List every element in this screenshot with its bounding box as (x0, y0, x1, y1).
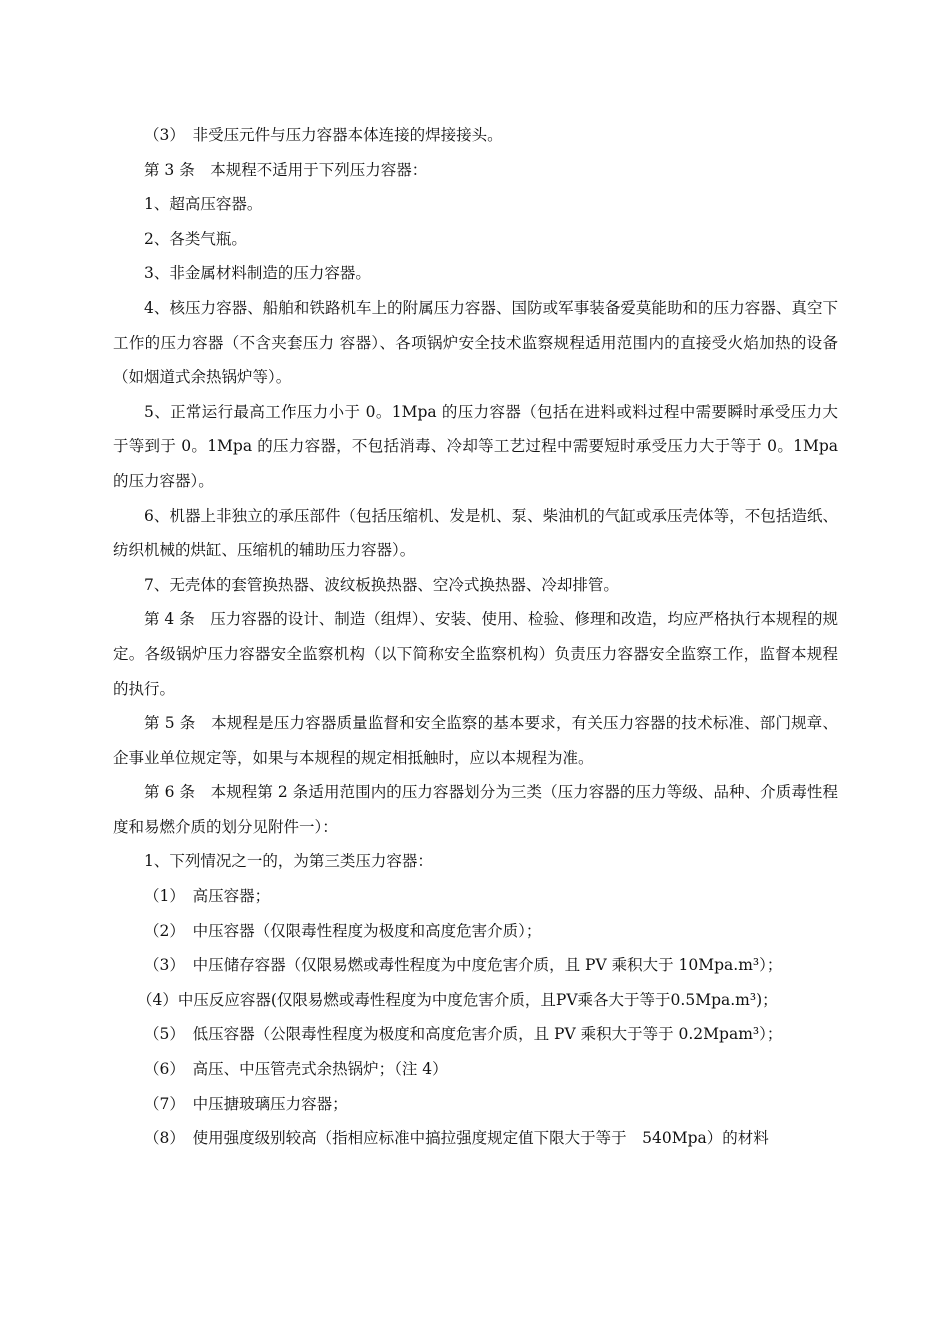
exclusion-item-6: 6、机器上非独立的承压部件（包括压缩机、发是机、泵、柴油机的气缸或承压壳体等，不包括造纸、纺织机械的烘缸、压缩机的辅助压力容器）。 (113, 506, 838, 560)
exclusion-item-3: 3、非金属材料制造的压力容器。 (144, 264, 371, 283)
article-4: 第 4 条 压力容器的设计、制造（组焊）、安装、使用、检验、修理和改造，均应严格执行本规程的规定。各级锅炉压力容器安全监察机构（以下简称安全监察机构）负责压力容器安全监察工作，监督本规程的执行。 (113, 610, 838, 698)
exclusion-item-1: 1、超高压容器。 (144, 195, 263, 214)
paragraph-item-3-weld: （3） 非受压元件与压力容器本体连接的焊接接头。 (144, 126, 503, 144)
document-body (113, 118, 838, 1156)
exclusion-item-4: 4、核压力容器、船舶和铁路机车上的附属压力容器、国防或军事装备爱莫能助和的压力容器、真空下工作的压力容器（不含夹套压力 容器）、各项锅炉安全技术监察规程适用范围内的直接受火焰加热的设备（如烟道式余热锅炉等）。 (113, 298, 838, 387)
article-3-heading: 第 3 条 本规程不适用于下列压力容器： (144, 160, 428, 179)
class-3-item-2: （2） 中压容器（仅限毒性程度为极度和高度危害介质）； (144, 921, 542, 940)
article-6: 第 6 条 本规程第 2 条适用范围内的压力容器划分为三类（压力容器的压力等级、品种、介质毒性程度和易燃介质的划分见附件一）： (113, 783, 838, 836)
exclusion-item-5: 5、正常运行最高工作压力小于 0。1Mpa 的压力容器（包括在进料或料过程中需要瞬时承受压力大于等到于 0。1Mpa 的压力容器，不包括消毒、冷却等工艺过程中需要短时承受压力大于等于 0。1Mpa 的压力容器）。 (113, 402, 838, 490)
article-5: 第 5 条 本规程是压力容器质量监督和安全监察的基本要求，有关压力容器的技术标准、部门规章、企事业单位规定等，如果与本规程的规定相抵触时，应以本规程为准。 (113, 714, 838, 767)
class-3-item-1: （1） 高压容器； (144, 887, 271, 906)
class-3-item-6: （6） 高压、中压管壳式余热锅炉；（注 4） (144, 1060, 448, 1079)
class-3-item-8: （8） 使用强度级别较高（指相应标准中搞拉强度规定值下限大于等于 540Mpa）的材料 (144, 1129, 769, 1148)
class-3-item-7: （7） 中压搪玻璃压力容器； (144, 1094, 348, 1113)
exclusion-item-2: 2、各类气瓶。 (144, 229, 247, 248)
class-3-heading: 1、下列情况之一的，为第三类压力容器： (144, 852, 433, 871)
class-3-item-5: （5） 低压容器（公限毒性程度为极度和高度危害介质，且 PV 乘积大于等于 0.2Mpam³）； (144, 1025, 783, 1044)
class-3-item-4: （4）中压反应容器(仅限易燃或毒性程度为中度危害介质，且PV乘各大于等于0.5Mpa.m³)； (137, 990, 778, 1009)
class-3-item-3: （3） 中压储存容器（仅限易燃或毒性程度为中度危害介质，且 PV 乘积大于 10Mpa.m³）； (144, 956, 783, 975)
exclusion-item-7: 7、无壳体的套管换热器、波纹板换热器、空冷式换热器、冷却排管。 (144, 575, 619, 594)
